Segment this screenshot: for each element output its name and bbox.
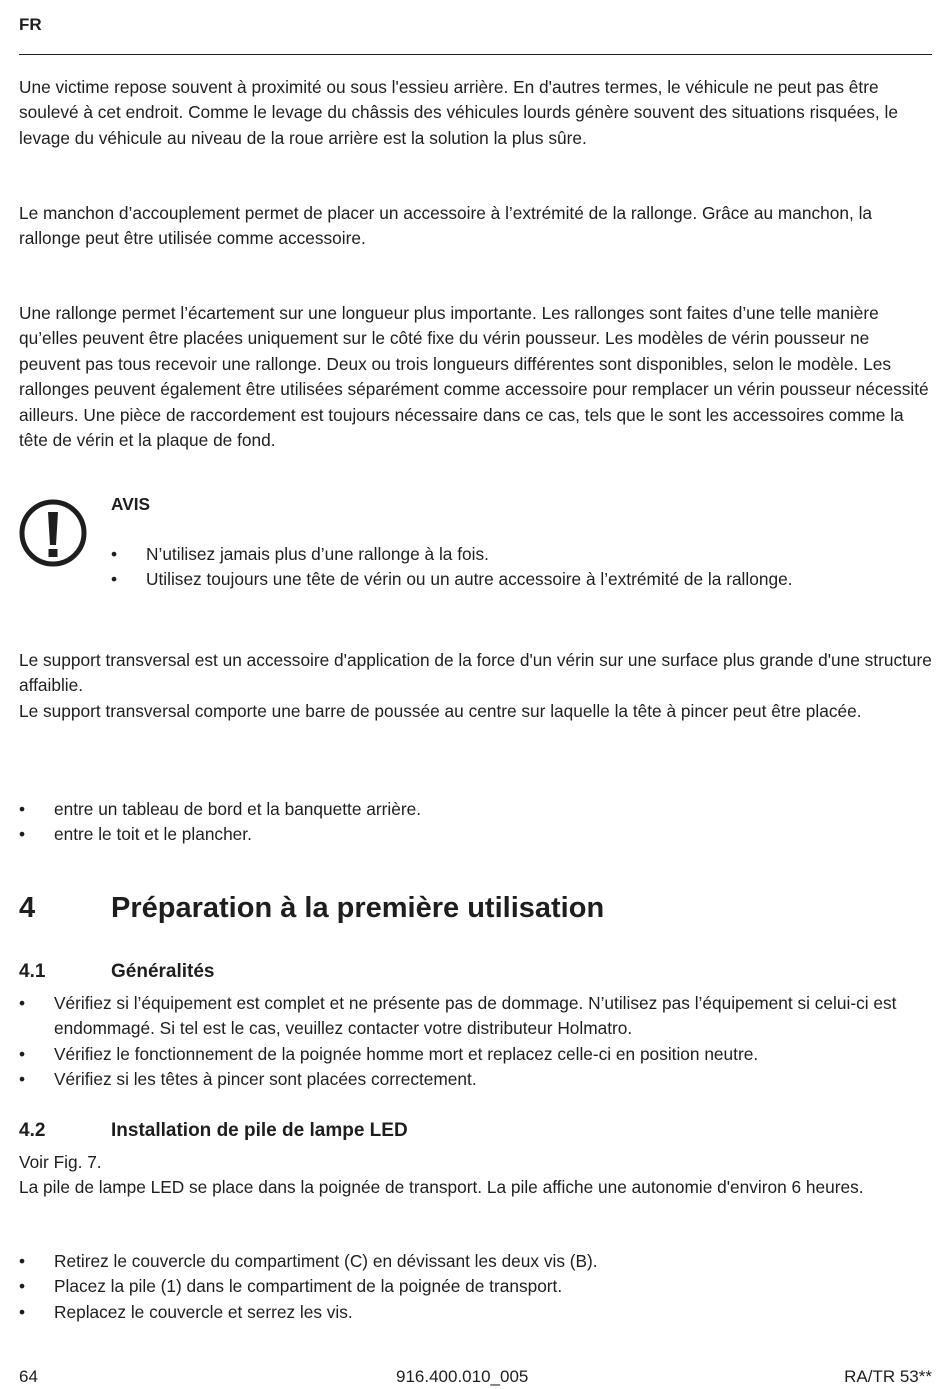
bullet: • bbox=[19, 993, 26, 1013]
subsection-title-4-1: Généralités bbox=[111, 961, 215, 982]
bullet: • bbox=[19, 1069, 26, 1090]
placement-list bbox=[19, 797, 932, 848]
bullet: • bbox=[19, 1043, 26, 1064]
notice-list bbox=[111, 542, 931, 593]
model-code: RA/TR 53** bbox=[844, 1367, 932, 1386]
language-code: FR bbox=[19, 15, 42, 34]
list-item: • Vérifiez si les têtes à pincer sont placées correctement. bbox=[19, 1067, 932, 1092]
battery-steps-list bbox=[19, 1249, 932, 1325]
notice-item: • Utilisez toujours une tête de vérin ou un autre accessoire à l’extrémité de la rallonge. bbox=[111, 567, 931, 592]
paragraph-coupling-sleeve: Le manchon d’accouplement permet de placer un accessoire à l’extrémité de la rallonge. Grâce au manchon, la rallonge peut être utilisée comme accessoire. bbox=[19, 203, 873, 249]
bullet: • bbox=[19, 1301, 26, 1322]
list-item: • Retirez le couvercle du compartiment (C) en dévissant les deux vis (B). bbox=[19, 1249, 932, 1274]
section-number: 4 bbox=[19, 892, 36, 924]
bullet: • bbox=[19, 1276, 26, 1297]
bullet: • bbox=[19, 799, 26, 819]
subsection-number-4-2: 4.2 bbox=[19, 1120, 46, 1141]
general-checks-list bbox=[19, 991, 932, 1093]
bullet: • bbox=[111, 544, 118, 564]
list-item: • entre le toit et le plancher. bbox=[19, 822, 932, 847]
page-number: 64 bbox=[19, 1367, 38, 1386]
bullet: • bbox=[19, 1251, 26, 1271]
list-item: • Vérifiez le fonctionnement de la poignée homme mort et replacez celle-ci en position neutre. bbox=[19, 1042, 932, 1067]
paragraph-led-battery: La pile de lampe LED se place dans la poignée de transport. La pile affiche une autonomie d'environ 6 heures. bbox=[19, 1177, 864, 1197]
list-item: • entre un tableau de bord et la banquette arrière. bbox=[19, 797, 932, 822]
list-item: • Placez la pile (1) dans le compartiment de la poignée de transport. bbox=[19, 1274, 932, 1299]
paragraph-extension: Une rallonge permet l’écartement sur une longueur plus importante. Les rallonges sont faites d’une telle manière qu’elles peuvent être placées uniquement sur le côté fixe du vérin pousseur. Les modèles de vérin pousseur ne peuvent pas tous recevoir une rallonge. Deux ou trois longueurs différentes sont disponibles, selon le modèle. Les rallonges peuvent également être utilisées séparément comme accessoire pour remplacer un vérin pousseur nécessité ailleurs. Une pièce de raccordement est toujours nécessaire dans ce cas, tels que le sont les accessoires comme la tête de vérin et la plaque de fond. bbox=[19, 303, 929, 451]
notice-item: • N’utilisez jamais plus d’une rallonge à la fois. bbox=[111, 542, 931, 567]
paragraph-cross-support-2: Le support transversal comporte une barre de poussée au centre sur laquelle la tête à pincer peut être placée. bbox=[19, 701, 862, 721]
figure-reference: Voir Fig. 7. bbox=[19, 1152, 102, 1172]
list-item: • Replacez le couvercle et serrez les vis. bbox=[19, 1300, 932, 1325]
list-item: • Vérifiez si l’équipement est complet et ne présente pas de dommage. N’utilisez pas l’équipement si celui-ci est endommagé. Si tel est le cas, veuillez contacter votre distributeur Holmatro. bbox=[19, 993, 897, 1039]
subsection-title-4-2: Installation de pile de lampe LED bbox=[111, 1120, 408, 1141]
section-title: Préparation à la première utilisation bbox=[111, 892, 605, 924]
bullet: • bbox=[19, 824, 26, 845]
paragraph-rear-axle: Une victime repose souvent à proximité ou sous l'essieu arrière. En d'autres termes, le véhicule ne peut pas être soulevé à cet endroit. Comme le levage du châssis des véhicules lourds génère souvent des situations risquées, le levage du véhicule au niveau de la roue arrière est la solution la plus sûre. bbox=[19, 77, 898, 148]
bullet: • bbox=[111, 569, 118, 590]
notice-title: AVIS bbox=[111, 494, 151, 514]
warning-exclamation-icon bbox=[19, 499, 89, 569]
header-rule bbox=[19, 54, 932, 55]
paragraph-cross-support-1: Le support transversal est un accessoire d'application de la force d'un vérin sur une surface plus grande d'une structure affaiblie. bbox=[19, 650, 932, 696]
document-code: 916.400.010_005 bbox=[396, 1367, 529, 1386]
subsection-number-4-1: 4.1 bbox=[19, 961, 46, 982]
